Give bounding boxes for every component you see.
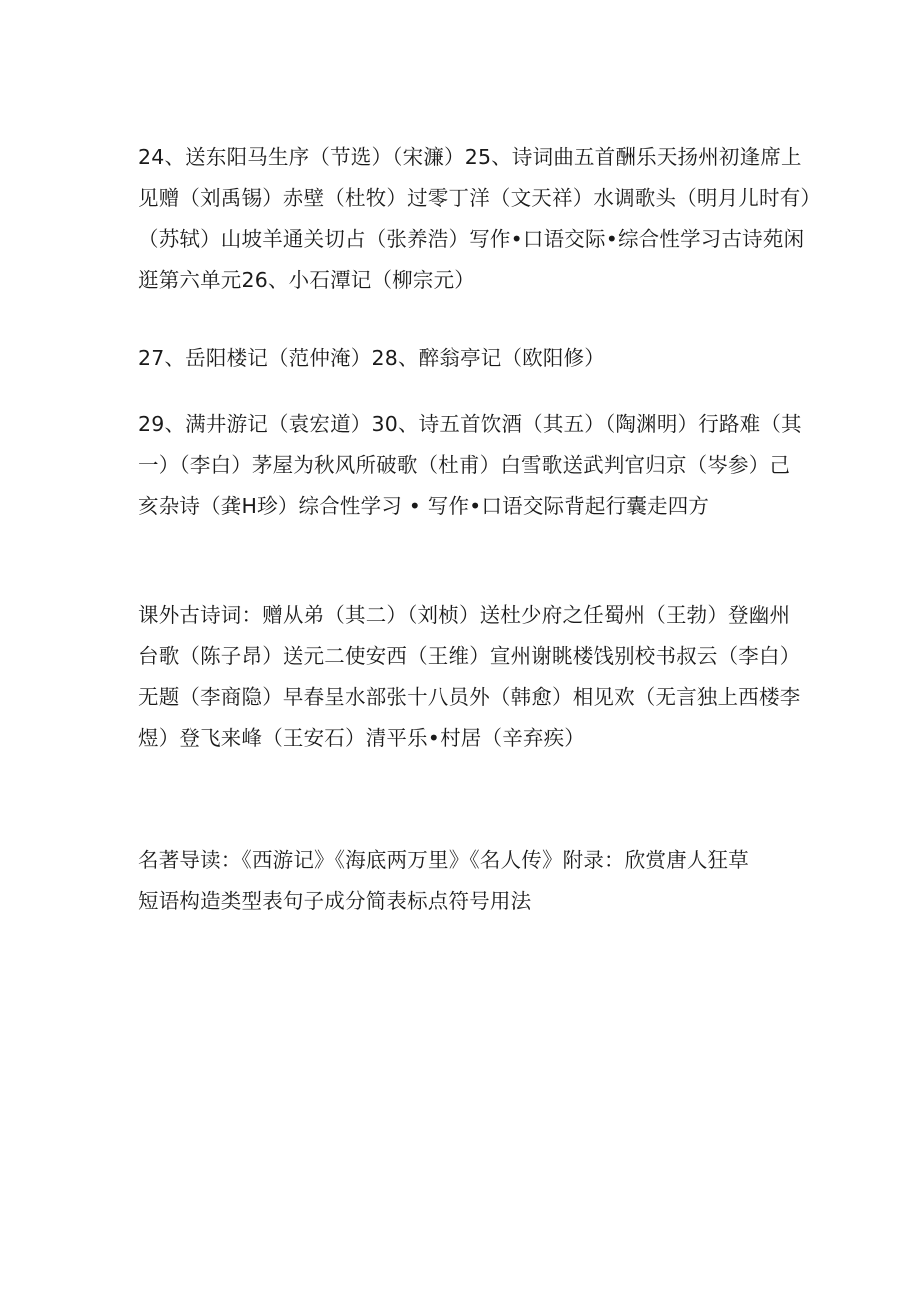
text-line: 无题（李商隐）早春呈水部张十八员外（韩愈）相见欢（无言独上西楼李 (138, 685, 801, 709)
paragraph-unit-5-poems (138, 137, 822, 301)
text-line: 见赠（刘禹锡）赤壁（杜牧）过零丁洋（文天祥）水调歌头（明月儿时有） (138, 186, 822, 210)
text-line: 课外古诗词：赠从弟（其二）（刘桢）送杜少府之任蜀州（王勃）登幽州 (138, 603, 791, 627)
text-line: 名著导读：《西游记》《海底两万里》《名人传》附录：欣赏唐人狂草 (138, 848, 749, 872)
text-line: 29、满井游记（袁宏道）30、诗五首饮酒（其五）（陶渊明）行路难（其 (138, 412, 802, 436)
paragraph-reading-guide-appendix (138, 840, 798, 922)
paragraph-lessons-27-28 (138, 338, 798, 379)
paragraph-extracurricular-poems (138, 595, 801, 759)
text-line: 27、岳阳楼记（范仲淹）28、醉翁亭记（欧阳修） (138, 346, 605, 370)
text-line: 短语构造类型表句子成分简表标点符号用法 (138, 889, 532, 913)
text-line: 煜）登飞来峰（王安石）清平乐•村居（辛弃疾） (138, 726, 585, 750)
text-line: （苏轼）山坡羊通关切占（张养浩）写作•口语交际•综合性学习古诗苑闲 (138, 227, 805, 251)
text-line: 逛第六单元26、小石潭记（柳宗元） (138, 268, 475, 292)
text-line: 亥杂诗（龚H珍）综合性学习 • 写作•口语交际背起行囊走四方 (138, 494, 710, 518)
text-line: 一）（李白）茅屋为秋风所破歌（杜甫）白雪歌送武判官归京（岑参）己 (138, 453, 791, 477)
paragraph-lessons-29-30 (138, 404, 802, 527)
text-line: 台歌（陈子昂）送元二使安西（王维）宣州谢眺楼饯别校书叔云（李白） (138, 644, 801, 668)
text-line: 24、送东阳马生序（节选）（宋濂）25、诗词曲五首酬乐天扬州初逢席上 (138, 145, 802, 169)
